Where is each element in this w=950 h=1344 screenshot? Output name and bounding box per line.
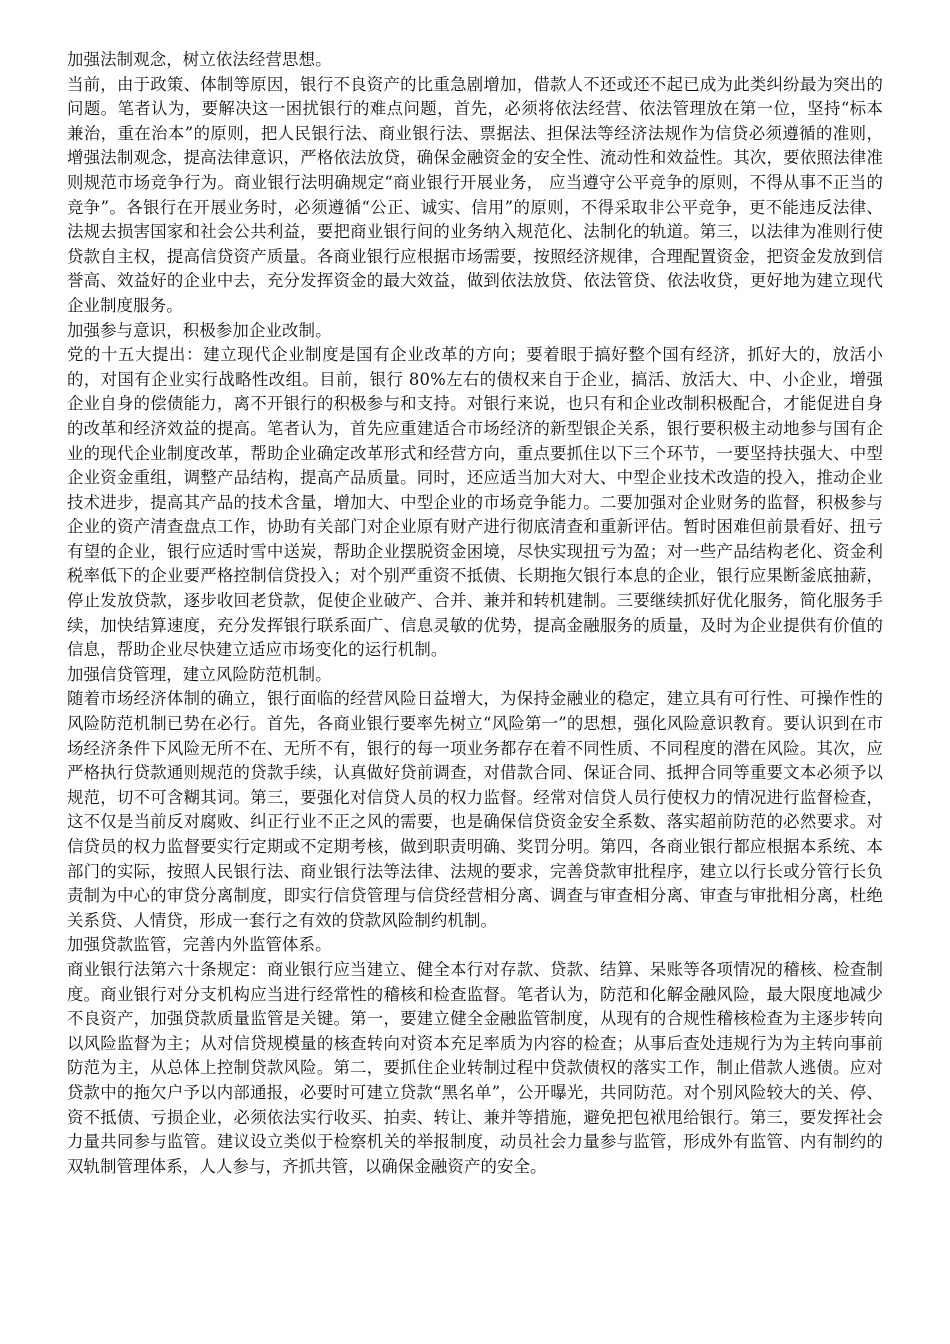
section-heading-supervision: 加强贷款监管，完善内外监管体系。 <box>67 935 332 955</box>
paragraph-credit: 随着市场经济体制的确立，银行面临的经营风险日益增大，为保持金融业的稳定，建立具有可行性、可操作性的风险防范机制已势在必行。首先，各商业银行要率先树立“风险第一”的思想，强化风险意识教育。要认识到在市场经济条件下风险无所不在、无所不有，银行的每一项业务都存在着不同性质、不同程度的潜在风险。其次，应严格执行贷款通则规范的贷款手续，认真做好贷前调查，对借款合同、保证合同、抵押合同等重要文本必须予以规范，切不可含糊其词。第三，要强化对信贷人员的权力监督。经常对信贷人员行使权力的情况进行监督检查，这不仅是当前反对腐败、纠正行业不正之风的需要，也是确保信贷资金安全系数、落实超前防范的必然要求。对信贷员的权力监督要实行定期或不定期考核，做到职责明确、奖罚分明。第四，各商业银行都应根据本系统、本部门的实际，按照人民银行法、商业银行法等法律、法规的要求，完善贷款审批程序，建立以行长或分管行长负责制为中心的审贷分离制度，即实行信贷管理与信贷经营相分离、调查与审查相分离、审查与审批相分离，杜绝关系贷、人情贷，形成一套行之有效的贷款风险制约机制。 <box>67 689 883 930</box>
paragraph-supervision: 商业银行法第六十条规定：商业银行应当建立、健全本行对存款、贷款、结算、呆账等各项情况的稽核、检查制度。商业银行对分支机构应当进行经常性的稽核和检查监督。笔者认为，防范和化解金融风险，最大限度地减少不良资产，加强贷款质量监管是关键。第一，要建立健全金融监管制度，从现有的合规性稽核检查为主逐步转向以风险监督为主；从对信贷规模量的核查转向对资本充足率质为内容的检查；从事后查处违规行为为主转向事前防范为主，从总体上控制贷款风险。第二，要抓住企业转制过程中贷款债权的落实工作，制止借款人逃债。应对贷款中的拖欠户予以内部通报，必要时可建立贷款“黑名单”，公开曝光，共同防范。对个别风险较大的关、停、资不抵债、亏损企业，必须依法实行收买、拍卖、转让、兼并等措施，避免把包袱甩给银行。第三，要发挥社会力量共同参与监管。建议设立类似于检察机关的举报制度，动员社会力量参与监管，形成外有监管、内有制约的双轨制管理体系，人人参与，齐抓共管，以确保金融资产的安全。 <box>67 959 883 1176</box>
paragraph-participation: 党的十五大提出：建立现代企业制度是国有企业改革的方向；要着眼于搞好整个国有经济，抓好大的，放活小的，对国有企业实行战略性改组。目前，银行 80%左右的债权来自于企业，搞活、放活大、中、小企业，增强企业自身的偿债能力，离不开银行的积极参与和支持。对银行来说，也只有和企业改制积极配合，才能促进自身的改革和经济效益的提高。笔者认为，首先应重建适合市场经济的新型银企关系，银行要积极主动地参与国有企业的现代企业制度改革，帮助企业确定改革形式和经营方向，重点要抓住以下三个环节，一要坚持扶强大、中型企业资金重组，调整产品结构，提高产品质量。同时，还应适当加大对大、中型企业技术改造的投入，推动企业技术进步，提高其产品的技术含量，增加大、中型企业的市场竞争能力。二要加强对企业财务的监督，积极参与企业的资产清查盘点工作，协助有关部门对企业原有财产进行彻底清查和重新评估。暂时困难但前景看好、扭亏有望的企业，银行应适时雪中送炭，帮助企业摆脱资金困境，尽快实现扭亏为盈；对一些产品结构老化、资金利税率低下的企业要严格控制信贷投入；对个别严重资不抵债、长期拖欠银行本息的企业，银行应果断釜底抽薪，停止发放贷款，逐步收回老贷款，促使企业破产、合并、兼并和转机建制。三要继续抓好优化服务，简化服务手续，加快结算速度，充分发挥银行联系面广、信息灵敏的优势，提高金融服务的质量，及时为企业提供有价值的信息，帮助企业尽快建立适应市场变化的运行机制。 <box>67 345 883 660</box>
document-body <box>67 48 883 1179</box>
paragraph-legal: 当前，由于政策、体制等原因，银行不良资产的比重急剧增加，借款人不还或还不起已成为此类纠纷最为突出的问题。笔者认为，要解决这一困扰银行的难点问题，首先，必须将依法经营、依法管理放在第一位，坚持“标本兼治，重在治本”的原则，把人民银行法、商业银行法、票据法、担保法等经济法规作为信贷必须遵循的准则，增强法制观念，提高法律意识，严格依法放贷，确保金融资金的安全性、流动性和效益性。其次，要依照法律准则规范市场竞争行为。商业银行法明确规定“商业银行开展业务， 应当遵守公平竞争的原则，不得从事不正当的竞争”。各银行在开展业务时，必须遵循“公正、诚实、信用”的原则，不得采取非公平竞争，更不能违反法律、法规去损害国家和社会公共利益，要把商业银行间的业务纳入规范化、法制化的轨道。第三，以法律为准则行使贷款自主权，提高信贷资产质量。各商业银行应根据市场需要，按照经济规律，合理配置资金，把资金发放到信誉高、效益好的企业中去，充分发挥资金的最大效益，做到依法放贷、依法管贷、依法收贷，更好地为建立现代企业制度服务。 <box>67 74 883 315</box>
section-heading-participation: 加强参与意识，积极参加企业改制。 <box>67 320 332 340</box>
section-heading-legal: 加强法制观念，树立依法经营思想。 <box>67 50 332 69</box>
section-heading-credit: 加强信贷管理，建立风险防范机制。 <box>67 664 332 684</box>
